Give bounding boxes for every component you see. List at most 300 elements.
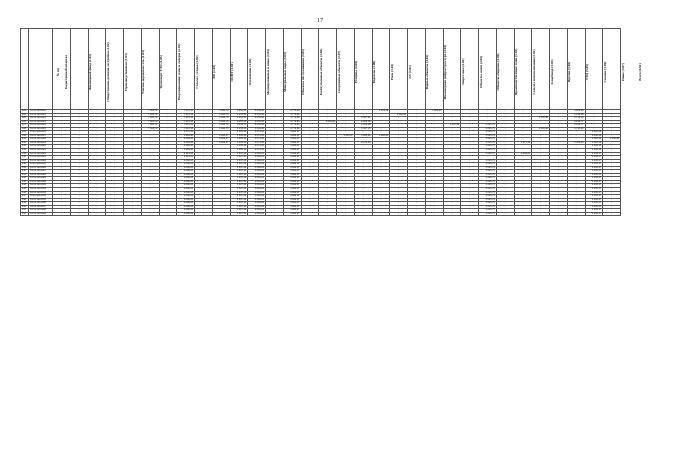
table-cell: - <box>372 191 390 195</box>
table-cell: - <box>372 180 390 184</box>
table-header-row <box>21 29 621 110</box>
table-cell: - <box>603 195 621 199</box>
table-cell: 1 808,23 <box>177 184 195 188</box>
table-cell: - <box>496 173 514 177</box>
table-cell: - <box>496 163 514 167</box>
table-cell: - <box>461 166 479 170</box>
table-cell: - <box>603 141 621 145</box>
table-cell: - <box>159 149 177 153</box>
table-cell: - <box>479 113 497 117</box>
table-cell: - <box>70 156 88 160</box>
table-cell: - <box>550 177 568 181</box>
table-cell: 4 662,97 <box>283 159 301 163</box>
table-cell: 1 684,22 <box>248 198 266 202</box>
table-cell: - <box>106 209 124 213</box>
table-cell: - <box>372 195 390 199</box>
table-cell: - <box>514 156 532 160</box>
table-cell: - <box>141 188 159 192</box>
table-cell: 1 964,08 <box>177 149 195 153</box>
table-cell: 142 <box>21 177 29 181</box>
table-cell: - <box>319 198 337 202</box>
table-cell: - <box>443 120 461 124</box>
table-cell: - <box>603 127 621 131</box>
table-cell: - <box>53 198 71 202</box>
table-cell: 1 315,75 <box>479 138 497 142</box>
table-cell: - <box>106 170 124 174</box>
table-cell: - <box>106 110 124 114</box>
table-cell: - <box>159 127 177 131</box>
table-cell: - <box>319 173 337 177</box>
column-header-label: Производственная (1.03) <box>123 53 128 91</box>
table-cell: - <box>212 198 230 202</box>
table-cell: 5 039,68 <box>248 110 266 114</box>
table-cell: 1 808,23 <box>177 205 195 209</box>
table-cell: - <box>425 170 443 174</box>
table-cell: - <box>337 145 355 149</box>
table-cell: - <box>354 152 372 156</box>
table-cell: - <box>88 127 106 131</box>
table-cell: - <box>106 124 124 128</box>
table-cell: - <box>390 180 408 184</box>
table-cell: - <box>425 149 443 153</box>
table-cell: 4 236,17 <box>585 198 603 202</box>
table-cell: - <box>567 163 585 167</box>
table-cell: - <box>354 212 372 216</box>
table-cell: 1 315,75 <box>479 180 497 184</box>
table-cell: 1 674,65 <box>248 141 266 145</box>
table-cell: - <box>496 149 514 153</box>
table-cell: - <box>337 152 355 156</box>
table-cell: 5 039,68 <box>248 127 266 131</box>
table-cell: - <box>408 156 426 160</box>
table-cell: - <box>496 184 514 188</box>
table-cell: - <box>141 156 159 160</box>
table-cell: - <box>408 113 426 117</box>
table-cell: - <box>603 205 621 209</box>
table-cell: - <box>159 173 177 177</box>
table-cell: 4 340,15 <box>585 134 603 138</box>
column-header-label: Иные (5.07) <box>620 63 625 81</box>
column-header-label: Коммунальные объекты (3.06) <box>318 48 323 96</box>
table-cell: - <box>425 184 443 188</box>
table-cell: - <box>603 188 621 192</box>
table-cell: - <box>532 163 550 167</box>
table-cell: - <box>301 173 319 177</box>
table-cell: - <box>585 120 603 124</box>
table-cell: 61:01:1201037 <box>29 205 53 209</box>
column-header-label: Энергетика (4.04) <box>460 58 465 86</box>
table-cell: 61:01:1201018 <box>29 138 53 142</box>
column-header-label: ЛФ (2.03) <box>212 64 217 80</box>
table-cell: - <box>124 138 142 142</box>
table-cell: - <box>53 163 71 167</box>
table-cell: - <box>567 170 585 174</box>
table-cell: - <box>266 177 284 181</box>
table-cell: 4 662,97 <box>283 152 301 156</box>
table-cell: - <box>70 205 88 209</box>
table-cell: - <box>319 149 337 153</box>
table-cell: - <box>159 202 177 206</box>
table-cell: 1 674,65 <box>248 149 266 153</box>
table-cell: - <box>354 188 372 192</box>
table-cell: - <box>514 173 532 177</box>
table-cell: 1 453,53 <box>230 120 248 124</box>
table-cell: - <box>443 198 461 202</box>
table-cell: 1 315,75 <box>479 191 497 195</box>
table-cell: - <box>88 163 106 167</box>
table-cell: - <box>106 173 124 177</box>
table-cell: - <box>88 173 106 177</box>
table-cell: - <box>301 124 319 128</box>
table-cell: - <box>195 110 213 114</box>
table-cell: - <box>532 166 550 170</box>
table-cell: - <box>141 134 159 138</box>
table-cell: 126 <box>21 120 29 124</box>
table-cell: - <box>567 134 585 138</box>
table-cell: - <box>408 177 426 181</box>
table-cell: - <box>425 173 443 177</box>
column-header-label: Кладбища (5.03) <box>549 59 554 85</box>
table-cell: - <box>390 127 408 131</box>
table-cell: - <box>301 163 319 167</box>
table-cell: - <box>372 117 390 121</box>
table-cell: - <box>70 202 88 206</box>
table-cell: - <box>567 205 585 209</box>
table-cell: - <box>106 113 124 117</box>
table-cell: - <box>514 127 532 131</box>
table-cell: - <box>301 138 319 142</box>
table-cell: - <box>354 184 372 188</box>
table-cell: - <box>567 209 585 213</box>
table-cell: - <box>425 198 443 202</box>
table-cell: - <box>53 145 71 149</box>
table-cell: - <box>319 113 337 117</box>
table-cell: 1 684,22 <box>248 177 266 181</box>
table-cell: - <box>390 170 408 174</box>
table-cell: - <box>390 149 408 153</box>
table-cell: - <box>461 141 479 145</box>
table-cell: - <box>53 166 71 170</box>
table-cell: - <box>514 131 532 135</box>
table-cell: - <box>550 127 568 131</box>
table-cell: - <box>70 131 88 135</box>
table-cell: - <box>53 131 71 135</box>
column-header-label: Минеральные воды (3.04) <box>283 52 288 92</box>
table-cell: - <box>70 184 88 188</box>
table-cell: 1 697,44 <box>230 156 248 160</box>
table-cell: - <box>159 198 177 202</box>
table-cell: - <box>53 110 71 114</box>
table-cell: 4 236,17 <box>585 209 603 213</box>
table-cell: 1 315,75 <box>479 141 497 145</box>
table-cell: - <box>532 177 550 181</box>
table-cell: 6 018,77 <box>567 124 585 128</box>
table-cell: - <box>461 149 479 153</box>
table-cell: - <box>425 205 443 209</box>
table-cell: - <box>443 156 461 160</box>
table-cell: - <box>319 127 337 131</box>
table-cell: - <box>337 120 355 124</box>
table-cell: - <box>354 191 372 195</box>
table-cell: - <box>266 159 284 163</box>
table-cell: 61:01:1201034 <box>29 195 53 199</box>
table-cell: 1 808,23 <box>177 212 195 216</box>
table-cell: - <box>266 198 284 202</box>
table-cell: - <box>496 202 514 206</box>
table-cell: - <box>88 145 106 149</box>
table-cell: 61:01:1201032 <box>29 188 53 192</box>
table-cell: - <box>567 138 585 142</box>
table-cell: - <box>496 191 514 195</box>
table-cell: - <box>372 173 390 177</box>
table-cell: 61:01:1201036 <box>29 202 53 206</box>
table-cell: 1 963,40 <box>390 113 408 117</box>
table-cell: - <box>372 145 390 149</box>
table-cell: 1 808,23 <box>177 188 195 192</box>
table-cell: - <box>425 156 443 160</box>
table-cell: - <box>550 212 568 216</box>
table-cell: - <box>141 184 159 188</box>
table-cell: - <box>461 184 479 188</box>
table-cell: - <box>603 198 621 202</box>
table-cell: 1 315,75 <box>479 177 497 181</box>
table-cell: 1 694,73 <box>212 117 230 121</box>
table-cell: - <box>496 188 514 192</box>
table-cell: 141 <box>21 173 29 177</box>
table-cell: - <box>337 159 355 163</box>
table-cell: 146 <box>21 191 29 195</box>
table-cell: - <box>53 180 71 184</box>
table-cell: - <box>301 188 319 192</box>
table-cell: - <box>514 195 532 199</box>
table-cell: - <box>390 212 408 216</box>
table-cell: 1 315,75 <box>479 202 497 206</box>
table-cell: - <box>195 212 213 216</box>
column-header-label: Спортивные объекты (3.07) <box>336 50 341 94</box>
table-cell: - <box>354 209 372 213</box>
table-cell: - <box>70 113 88 117</box>
table-cell: - <box>124 124 142 128</box>
table-cell: - <box>319 212 337 216</box>
table-cell: - <box>372 152 390 156</box>
table-cell: - <box>70 180 88 184</box>
table-cell: 1 336,48 <box>532 127 550 131</box>
table-cell: - <box>266 134 284 138</box>
table-cell: - <box>106 188 124 192</box>
table-cell: - <box>88 191 106 195</box>
table-cell: - <box>212 170 230 174</box>
column-header-label: Всего (6.01) <box>638 63 643 81</box>
table-cell: - <box>106 138 124 142</box>
table-cell: 4 770,84 <box>283 127 301 131</box>
table-cell: 4 662,97 <box>283 180 301 184</box>
table-cell: - <box>425 180 443 184</box>
table-cell: - <box>88 110 106 114</box>
table-cell: - <box>567 152 585 156</box>
table-cell: 1 808,23 <box>177 170 195 174</box>
table-cell: - <box>461 127 479 131</box>
table-cell: 1 808,23 <box>177 166 195 170</box>
table-cell: 61:01:1201038 <box>29 209 53 213</box>
table-cell: 1 694,73 <box>212 127 230 131</box>
table-cell: 61:01:1201010 <box>29 110 53 114</box>
table-cell: - <box>514 198 532 202</box>
table-cell: - <box>354 149 372 153</box>
table-cell: - <box>266 131 284 135</box>
table-cell: - <box>124 156 142 160</box>
table-cell: - <box>514 124 532 128</box>
table-cell: - <box>141 209 159 213</box>
table-cell: - <box>159 156 177 160</box>
table-cell: - <box>372 166 390 170</box>
table-cell: - <box>53 209 71 213</box>
table-cell: 1 808,23 <box>177 195 195 199</box>
table-cell: 1 395,40 <box>230 145 248 149</box>
table-cell: - <box>319 180 337 184</box>
table-cell: - <box>532 173 550 177</box>
table-cell: - <box>319 134 337 138</box>
table-cell: 127 <box>21 124 29 128</box>
table-cell: 1 697,44 <box>230 173 248 177</box>
table-cell: 6 715,23 <box>567 127 585 131</box>
table-cell: 4 662,97 <box>283 166 301 170</box>
table-cell: 2 011,62 <box>177 152 195 156</box>
table-cell: - <box>550 188 568 192</box>
table-cell: - <box>319 163 337 167</box>
column-header-label: Объекты обслуживания (3.05) <box>301 49 305 96</box>
table-cell: 1 315,75 <box>479 188 497 192</box>
table-cell: 2 063,17 <box>212 141 230 145</box>
table-cell: - <box>532 138 550 142</box>
table-cell: - <box>585 113 603 117</box>
table-cell: 1 453,53 <box>230 124 248 128</box>
table-cell: 7 315,14 <box>177 113 195 117</box>
table-cell: - <box>124 134 142 138</box>
table-cell: 1 315,75 <box>479 198 497 202</box>
table-cell: 1 684,22 <box>248 202 266 206</box>
table-cell: - <box>408 188 426 192</box>
table-cell: 4 662,97 <box>283 195 301 199</box>
table-cell: - <box>425 145 443 149</box>
table-cell: 135 <box>21 152 29 156</box>
table-cell: - <box>390 156 408 160</box>
table-cell: - <box>266 145 284 149</box>
table-cell: - <box>195 177 213 181</box>
table-cell: - <box>425 163 443 167</box>
column-header-label: Объекты связи (4.05) <box>478 55 483 89</box>
column-header-label: Объекты обороны (4.06) <box>496 53 501 91</box>
table-cell: - <box>70 195 88 199</box>
table-cell: - <box>550 149 568 153</box>
table-cell: - <box>550 198 568 202</box>
table-cell: - <box>443 205 461 209</box>
table-body <box>21 110 621 216</box>
table-cell: - <box>390 205 408 209</box>
table-cell: - <box>266 152 284 156</box>
table-cell: - <box>443 138 461 142</box>
table-cell: - <box>390 120 408 124</box>
table-cell: - <box>301 191 319 195</box>
table-cell: - <box>550 191 568 195</box>
table-cell: - <box>212 195 230 199</box>
table-cell: - <box>408 212 426 216</box>
table-cell: - <box>301 113 319 117</box>
table-cell: - <box>408 149 426 153</box>
table-cell: - <box>266 163 284 167</box>
table-cell: - <box>532 152 550 156</box>
table-cell: - <box>603 170 621 174</box>
table-cell: - <box>53 212 71 216</box>
table-cell: - <box>496 166 514 170</box>
table-cell: - <box>141 163 159 167</box>
table-cell: - <box>212 188 230 192</box>
table-cell: - <box>461 134 479 138</box>
table-cell: - <box>106 212 124 216</box>
table-cell: - <box>124 177 142 181</box>
table-cell: 1 677,31 <box>514 141 532 145</box>
table-cell: - <box>550 159 568 163</box>
column-header-label: Прочие (5.04) <box>567 61 572 83</box>
table-cell: 1 684,22 <box>248 152 266 156</box>
table-cell: - <box>319 131 337 135</box>
table-cell: - <box>106 202 124 206</box>
table-cell: - <box>106 177 124 181</box>
table-cell: - <box>532 134 550 138</box>
table-cell: 132 <box>21 141 29 145</box>
table-cell: - <box>195 138 213 142</box>
table-cell: - <box>408 180 426 184</box>
table-cell: - <box>266 205 284 209</box>
table-cell: - <box>496 131 514 135</box>
table-cell: - <box>514 170 532 174</box>
table-cell: - <box>567 191 585 195</box>
table-cell: - <box>496 110 514 114</box>
table-cell: - <box>53 127 71 131</box>
table-cell: - <box>301 177 319 181</box>
table-cell: - <box>461 159 479 163</box>
table-cell: - <box>408 166 426 170</box>
table-cell: - <box>603 180 621 184</box>
table-cell: 6 018,98 <box>567 113 585 117</box>
table-cell: - <box>88 120 106 124</box>
table-cell: 4 770,84 <box>283 117 301 121</box>
table-cell: - <box>425 134 443 138</box>
table-cell: - <box>550 170 568 174</box>
table-cell: - <box>532 212 550 216</box>
table-cell: - <box>212 184 230 188</box>
table-cell: - <box>141 145 159 149</box>
table-cell: 61:01:1201030 <box>29 180 53 184</box>
table-cell: - <box>301 141 319 145</box>
table-cell: 7 315,14 <box>177 124 195 128</box>
table-cell: 6 018,77 <box>567 120 585 124</box>
table-cell: 131 <box>21 138 29 142</box>
table-cell: - <box>301 166 319 170</box>
table-cell: - <box>461 131 479 135</box>
column-header-label: Сельхоз использования (5.02) <box>531 49 536 95</box>
table-cell: - <box>390 134 408 138</box>
table-cell: 4 236,17 <box>585 191 603 195</box>
table-cell: - <box>425 113 443 117</box>
table-cell: 4 472,53 <box>177 131 195 135</box>
table-cell: - <box>550 110 568 114</box>
table-cell: - <box>408 124 426 128</box>
table-cell: 2 260,05 <box>177 138 195 142</box>
table-cell: - <box>266 117 284 121</box>
table-cell: - <box>461 156 479 160</box>
table-cell: - <box>53 191 71 195</box>
table-cell: - <box>567 212 585 216</box>
